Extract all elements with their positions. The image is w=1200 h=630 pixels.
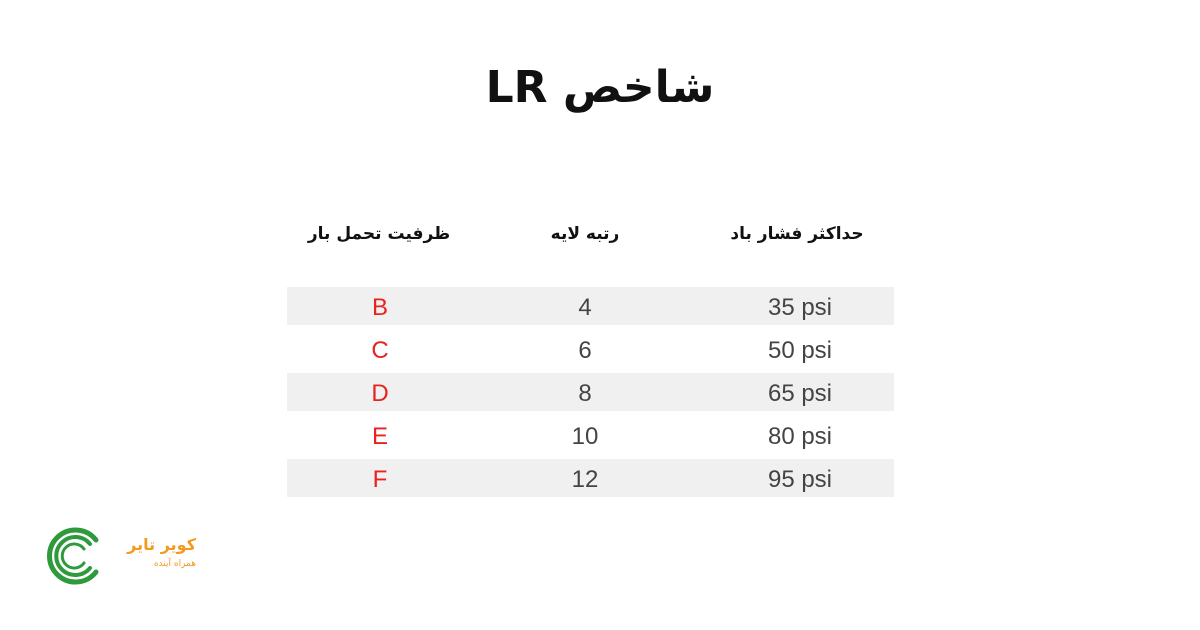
load-range-cell: D bbox=[371, 380, 389, 407]
header-max-pressure: حداکثر فشار باد bbox=[730, 224, 864, 244]
max-pressure-cell: 80 psi bbox=[767, 423, 833, 450]
header-load-capacity: ظرفیت تحمل بار bbox=[307, 224, 451, 244]
load-range-cell: C bbox=[371, 337, 389, 364]
ply-rating-cell: 10 bbox=[571, 423, 599, 450]
header-ply-rating: رتبه لایه bbox=[550, 224, 620, 244]
max-pressure-cell: 95 psi bbox=[767, 466, 833, 493]
table-row bbox=[287, 330, 894, 368]
table-row bbox=[287, 459, 894, 497]
table-row bbox=[287, 373, 894, 411]
tire-ring-icon bbox=[44, 526, 104, 586]
table-row bbox=[287, 287, 894, 325]
ply-rating-cell: 12 bbox=[571, 466, 599, 493]
page-title: شاخص LR bbox=[485, 62, 715, 113]
ply-rating-cell: 8 bbox=[578, 380, 592, 407]
load-range-cell: B bbox=[371, 294, 388, 321]
load-range-cell: E bbox=[371, 423, 388, 450]
max-pressure-cell: 65 psi bbox=[767, 380, 833, 407]
ply-rating-cell: 6 bbox=[578, 337, 592, 364]
table-header bbox=[287, 222, 894, 246]
max-pressure-cell: 50 psi bbox=[767, 337, 833, 364]
ply-rating-cell: 4 bbox=[578, 294, 592, 321]
load-range-cell: F bbox=[372, 466, 388, 493]
max-pressure-cell: 35 psi bbox=[767, 294, 833, 321]
brand-logo bbox=[44, 526, 194, 586]
logo-name: کویر تایر bbox=[127, 535, 196, 554]
load-range-table bbox=[287, 287, 894, 502]
logo-tagline: همراه آینده bbox=[153, 559, 196, 569]
table-row bbox=[287, 416, 894, 454]
